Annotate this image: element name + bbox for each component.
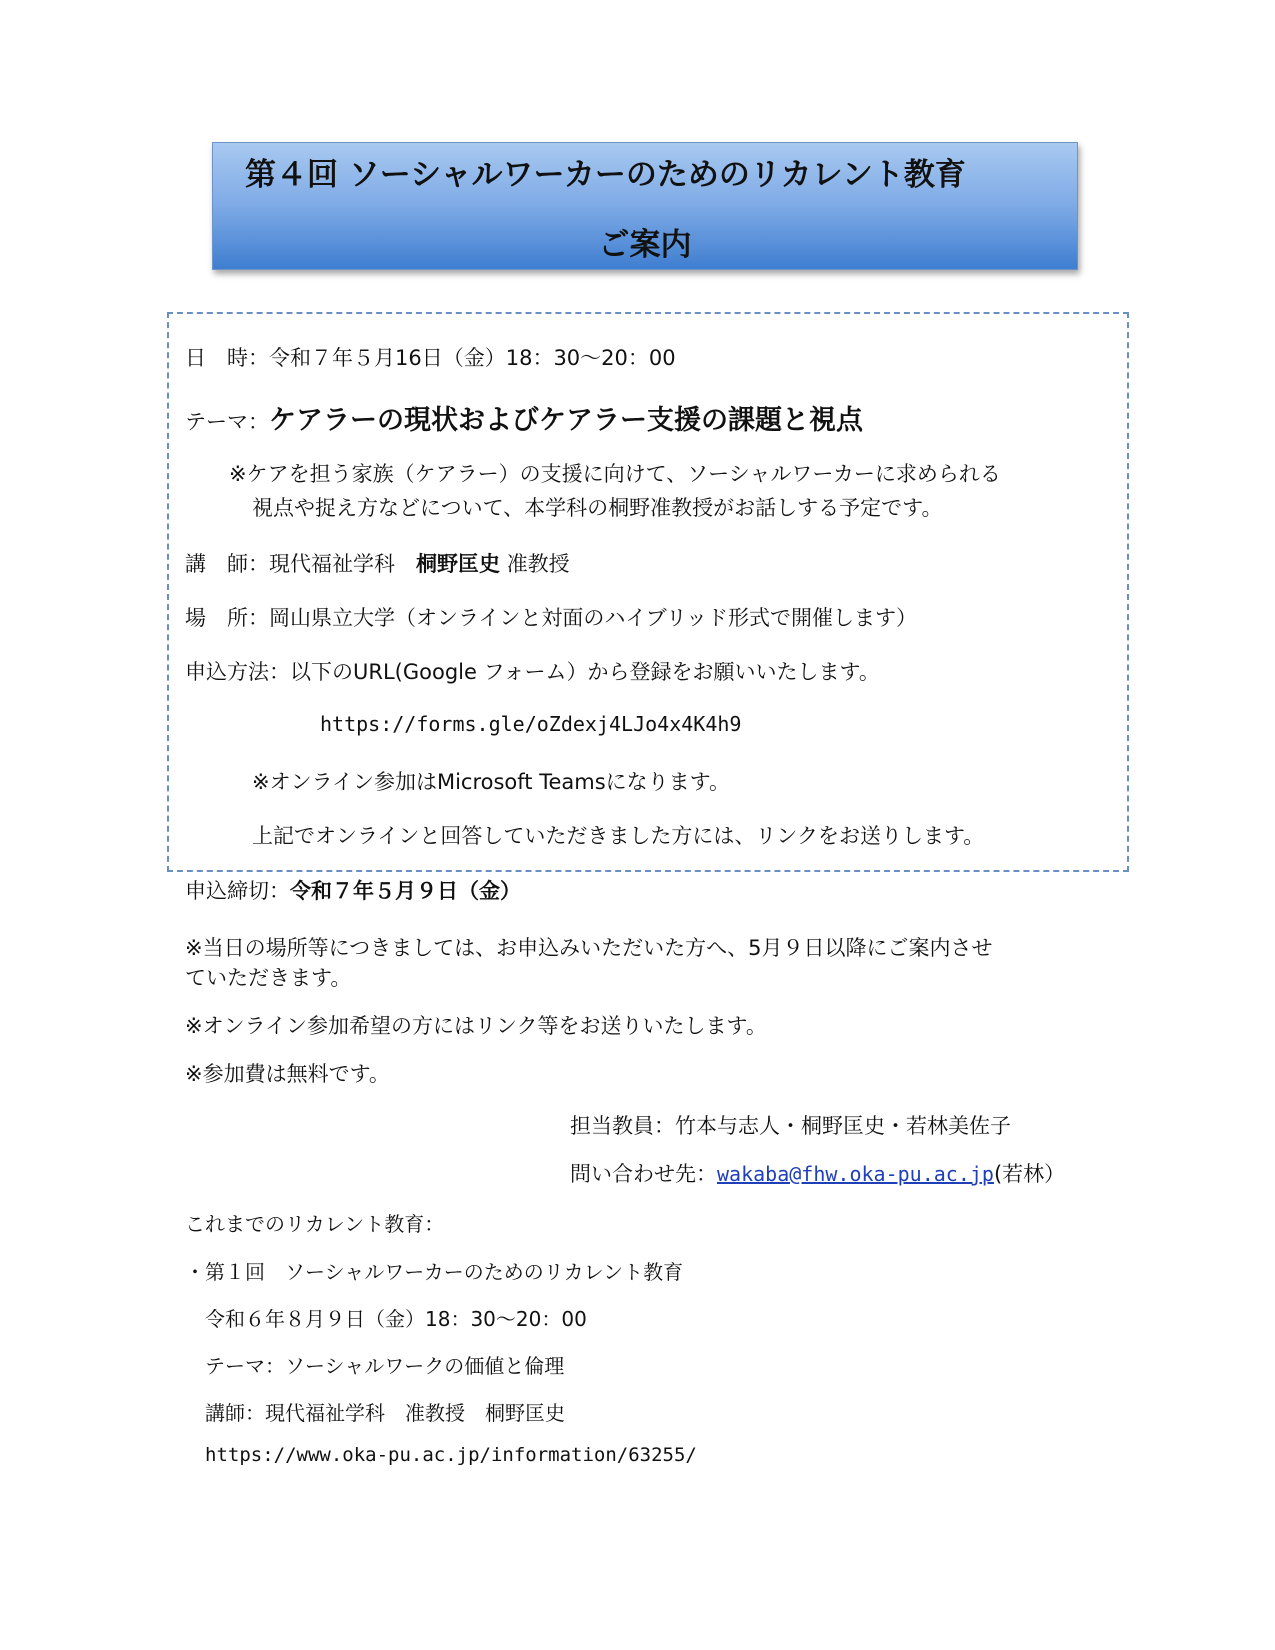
- datetime-value: 令和７年５月16日（金）18：30〜20：00: [269, 346, 676, 370]
- online-note-line1: ※オンライン参加はMicrosoft Teamsになります。: [252, 770, 730, 794]
- title-banner: [212, 142, 1078, 270]
- venue-note-line2: ていただきます。: [185, 966, 352, 990]
- page-title: 第４回 ソーシャルワーカーのためのリカレント教育: [245, 157, 966, 193]
- deadline-value: 令和７年５月９日（金）: [290, 879, 521, 903]
- page-subtitle: ご案内: [598, 227, 692, 263]
- venue-note-line1: ※当日の場所等につきましては、お申込みいただいた方へ、5月９日以降にご案内させ: [185, 936, 993, 960]
- place-row: [185, 602, 917, 632]
- inquiry-label: 問い合わせ先：: [570, 1162, 717, 1186]
- place-label: 場 所：: [185, 606, 269, 630]
- theme-value: ケアラーの現状およびケアラー支援の課題と視点: [269, 405, 863, 436]
- lecturer-dept: 現代福祉学科: [269, 552, 416, 576]
- past-item-date: 令和６年８月９日（金）18：30〜20：00: [205, 1307, 587, 1331]
- inquiry-row: [570, 1158, 1065, 1188]
- theme-label: テーマ：: [185, 410, 269, 434]
- deadline-label: 申込締切：: [185, 879, 290, 903]
- apply-row: [185, 656, 880, 686]
- past-item-theme: テーマ：ソーシャルワークの価値と倫理: [205, 1354, 565, 1378]
- lecturer-name: 桐野匡史: [416, 552, 500, 576]
- theme-row: [185, 398, 863, 437]
- lecturer-row: [185, 548, 570, 578]
- lecturer-title: 准教授: [506, 552, 570, 576]
- theme-note-line1: ※ケアを担う家族（ケアラー）の支援に向けて、ソーシャルワーカーに求められる: [229, 462, 1001, 486]
- past-heading: これまでのリカレント教育：: [185, 1212, 445, 1236]
- apply-label: 申込方法：: [185, 660, 290, 684]
- form-url-link[interactable]: https://forms.gle/oZdexj4LJo4x4K4h9: [320, 712, 742, 736]
- inquiry-suffix: (若林）: [993, 1162, 1066, 1186]
- datetime-label: 日 時：: [185, 346, 269, 370]
- deadline-row: [185, 875, 521, 905]
- online-participation-note: ※オンライン参加希望の方にはリンク等をお送りいたします。: [185, 1014, 767, 1038]
- staff-line: 担当教員：竹本与志人・桐野匡史・若林美佐子: [570, 1114, 1011, 1138]
- theme-note-line2: 視点や捉え方などについて、本学科の桐野准教授がお話しする予定です。: [252, 496, 943, 520]
- email-link[interactable]: wakaba@fhw.oka-pu.ac.jp: [717, 1162, 994, 1186]
- past-item-url-link[interactable]: https://www.oka-pu.ac.jp/information/63255/: [205, 1444, 697, 1466]
- past-item-lecturer: 講師：現代福祉学科 准教授 桐野匡史: [205, 1401, 565, 1425]
- lecturer-label: 講 師：: [185, 552, 269, 576]
- past-item-title: ・第１回 ソーシャルワーカーのためのリカレント教育: [185, 1260, 684, 1284]
- apply-value: 以下のURL(Google フォーム）から登録をお願いいたします。: [290, 660, 880, 684]
- online-note-line2: 上記でオンラインと回答していただきました方には、リンクをお送りします。: [252, 824, 985, 848]
- fee-note: ※参加費は無料です。: [185, 1062, 390, 1086]
- datetime-row: [185, 342, 676, 372]
- place-value: 岡山県立大学（オンラインと対面のハイブリッド形式で開催します）: [269, 606, 918, 630]
